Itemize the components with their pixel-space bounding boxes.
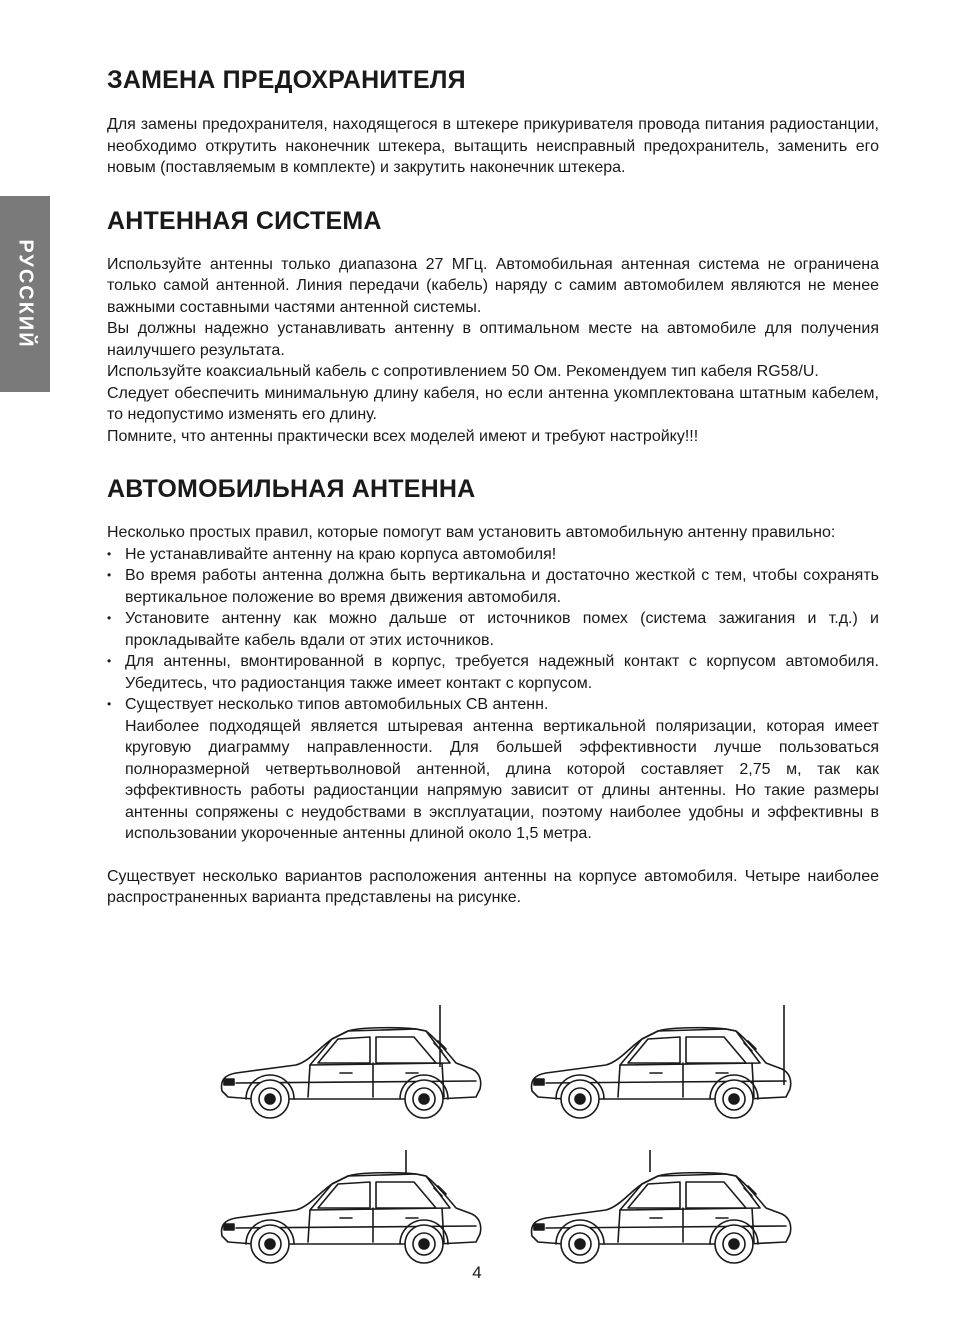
list-item-text: Существует несколько типов автомобильных СВ антенн. — [125, 696, 549, 713]
car-antenna-rear-bumper — [520, 1005, 800, 1145]
car-antenna-intro: Несколько простых правил, которые помогут вам установить автомобильную антенну правильно: — [107, 524, 836, 541]
language-tab-label: РУССКИЙ — [14, 239, 37, 349]
car-antenna-closing: Существует несколько вариантов расположения антенны на корпусе автомобиля. Четыре наиболее распространенных варианта представлены на рисунке. — [107, 867, 879, 906]
antenna-system-paragraph: Вы должны надежно устанавливать антенну в оптимальном месте на автомобиле для получения наилучшего результата. — [107, 320, 879, 359]
heading-car-antenna: АВТОМОБИЛЬНАЯ АНТЕННА — [107, 475, 476, 503]
heading-antenna-system: АНТЕННАЯ СИСТЕМА — [107, 206, 382, 235]
page-content — [107, 66, 879, 909]
section-car-antenna — [107, 475, 879, 909]
section-antenna-system — [107, 207, 879, 448]
list-item-continuation: Наиболее подходящей является штыревая антенна вертикальной поляризации, которая имеет круговую диаграмму направленности. Для большей эффективности лучше пользоваться полноразмерной четвертьволновой антенной, длина которой составляет 2,75 м, так как эффективность работы радиостанции напрямую зависит от длины антенны. Но такие размеры антенны сопряжены с неудобствами в эксплуатации, поэтому наиболее удобны и эффективны в использовании укороченные антенны длиной около 1,5 метра. — [125, 717, 879, 842]
list-item: • Не устанавливайте антенну на краю корпуса автомобиля! — [107, 544, 879, 566]
list-item — [107, 694, 879, 845]
list-item: • Установите антенну как можно дальше от источников помех (система зажигания и т.д.) и прокладывайте кабель вдали от этих источников. — [107, 608, 879, 651]
page-number: 4 — [472, 1263, 482, 1282]
fuse-paragraph: Для замены предохранителя, находящегося в штекере прикуривателя провода питания радиостанции, необходимо открутить наконечник штекера, вытащить неисправный предохранитель, заменить его новым (поставляемым в комплекте) и закрутить наконечник штекера. — [107, 116, 879, 176]
list-item: • Во время работы антенна должна быть вертикальна и достаточно жесткой с тем, чтобы сохранять вертикальное положение во время движения автомобиля. — [107, 565, 879, 608]
antenna-system-paragraph: Используйте антенны только диапазона 27 МГц. Автомобильная антенная система не ограничена только самой антенной. Линия передачи (кабель) наряду с самим автомобилем являются не менее важными составными частями антенной системы. — [107, 255, 879, 316]
antenna-placement-figure — [200, 975, 800, 1275]
car-antenna-rear-fender — [210, 1005, 490, 1145]
antenna-system-paragraph: Помните, что антенны практически всех моделей имеют и требуют настройку!!! — [107, 427, 699, 445]
car-antenna-rules-list — [107, 544, 879, 845]
antenna-system-paragraph: Следует обеспечить минимальную длину кабеля, но если антенна укомплектована штатным кабелем, то недопустимо изменять его длину. — [107, 384, 879, 423]
antenna-system-paragraph: Используйте коаксиальный кабель с сопротивлением 50 Ом. Рекомендуем тип кабеля RG58/U. — [107, 363, 819, 380]
language-side-tab — [0, 196, 50, 392]
list-item: • Для антенны, вмонтированной в корпус, требуется надежный контакт с корпусом автомобиля. Убедитесь, что радиостанция также имеет контакт с корпусом. — [107, 651, 879, 694]
section-fuse-replacement — [107, 66, 879, 179]
heading-fuse-replacement: ЗАМЕНА ПРЕДОХРАНИТЕЛЯ — [107, 66, 466, 94]
